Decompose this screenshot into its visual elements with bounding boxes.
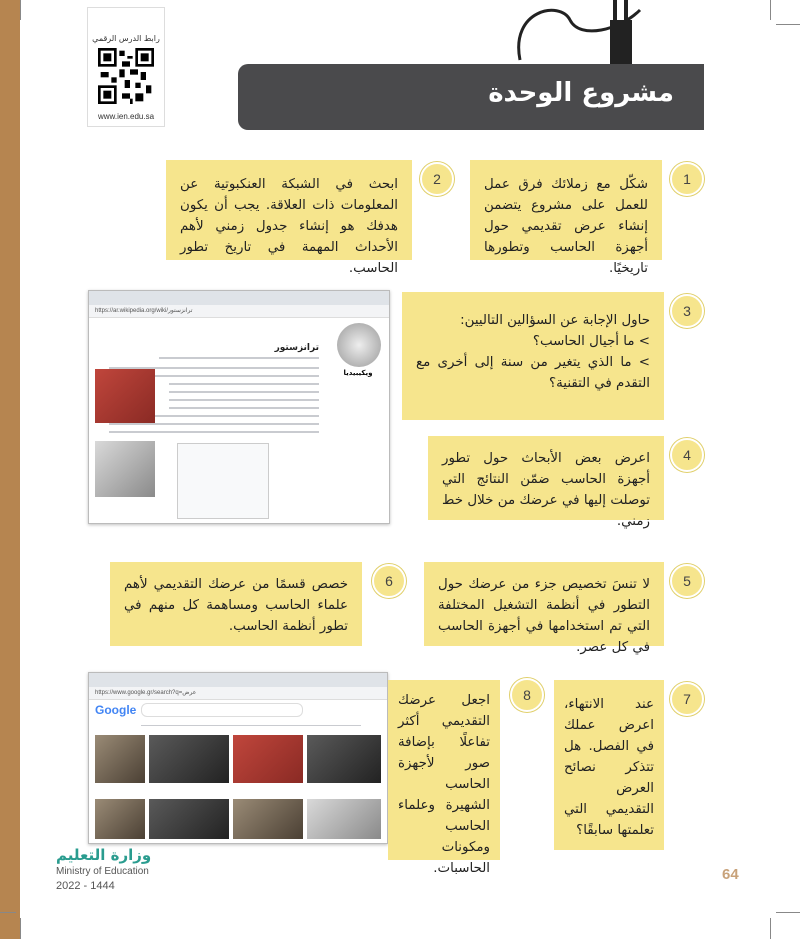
computer-photo — [95, 735, 145, 783]
task-text: اعرض بعض الأبحاث حول تطور أجهزة الحاسب ضمّن النتائج التي توصلت إليها في عرضك من خلال خط زمني. — [442, 451, 650, 529]
computer-photo — [307, 799, 381, 839]
task-text: شكّل مع زملائك فرق عمل للعمل على مشروع يتضمن إنشاء عرض تقديمي حول أجهزة الحاسب وتطورها تاريخيًا. — [484, 177, 648, 276]
task-number-badge: 4 — [670, 438, 704, 472]
wikipedia-logo-text: ويكيبيديا — [343, 369, 373, 377]
question-2: > ما الذي يتغير من سنة إلى أخرى مع التقدم في التقنية؟ — [416, 355, 650, 391]
task-card-5 — [424, 562, 664, 655]
task-number-badge: 3 — [670, 294, 704, 328]
task-card-7 — [554, 680, 664, 850]
task-text: ابحث في الشبكة العنكبوتية عن المعلومات ذات العلاقة. يجب أن يكون هدفك هو إنشاء جدول زمني لأهم الأحداث المهمة في تاريخ تطور الحاسب. — [180, 177, 398, 276]
task-card-2 — [166, 160, 412, 276]
computer-photo — [233, 799, 303, 839]
crop-mark — [776, 24, 800, 25]
question-1: > ما أجيال الحاسب؟ — [532, 334, 650, 349]
task-card-8 — [388, 680, 500, 876]
ministry-name-english: Ministry of Education — [56, 866, 149, 877]
task-card-4 — [428, 436, 664, 529]
crop-mark — [0, 912, 16, 913]
qr-card[interactable] — [88, 8, 164, 126]
crop-mark — [20, 918, 21, 939]
google-search-box — [141, 703, 303, 717]
task-card-1 — [470, 160, 662, 276]
crop-mark — [20, 0, 21, 20]
table-of-contents — [177, 443, 269, 519]
google-images-screenshot — [88, 672, 388, 844]
task-text: عند الانتهاء، اعرض عملك في الفصل. هل تتذكر نصائح العرض التقديمي التي تعلمتها سابقًا؟ — [564, 697, 654, 838]
text-line — [109, 431, 319, 433]
page-number: 64 — [722, 866, 739, 883]
browser-urlbar: https://ar.wikipedia.org/wiki/ترانزستور — [89, 305, 389, 318]
text-line — [159, 357, 319, 359]
task-text: اجعل عرضك التقديمي أكثر تفاعلًا بإضافة صور لأجهزة الحاسب الشهيرة وعلماء الحاسب ومكونات الحاسبات. — [398, 693, 490, 876]
transistor-photo — [95, 369, 155, 423]
wikipedia-globe-icon — [337, 323, 381, 367]
computer-photo — [149, 799, 229, 839]
task-number-badge: 8 — [510, 678, 544, 712]
academic-year: 2022 - 1444 — [56, 880, 115, 892]
qr-url[interactable]: www.ien.edu.sa — [97, 112, 155, 121]
text-line — [109, 423, 319, 425]
text-line — [169, 391, 319, 393]
task-card-6 — [110, 562, 362, 646]
computer-photo — [149, 735, 229, 783]
crop-mark — [770, 918, 771, 939]
task-card-3 — [402, 292, 664, 420]
transistor-photo — [95, 441, 155, 497]
task-number-badge: 1 — [670, 162, 704, 196]
qr-code-icon — [98, 48, 154, 104]
google-logo: Google — [95, 703, 137, 717]
computer-photo — [95, 799, 145, 839]
text-line — [169, 407, 319, 409]
text-line — [169, 383, 319, 385]
task-number-badge: 6 — [372, 564, 406, 598]
task-number-badge: 7 — [670, 682, 704, 716]
task-text: خصص قسمًا من عرضك التقديمي لأهم علماء الحاسب ومساهمة كل منهم في تطور أنظمة الحاسب. — [124, 577, 348, 634]
crop-mark — [770, 0, 771, 20]
browser-urlbar: https://www.google.gr/search?q=عرض — [89, 687, 387, 700]
article-title: ترانزستور — [274, 343, 319, 353]
text-line — [169, 399, 319, 401]
task-number-badge: 5 — [670, 564, 704, 598]
browser-tabbar — [89, 291, 389, 305]
qr-label: رابط الدرس الرقمي — [92, 34, 160, 43]
book-spine — [0, 0, 20, 939]
task-intro: حاول الإجابة عن السؤالين التاليين: — [460, 313, 650, 328]
task-number-badge: 2 — [420, 162, 454, 196]
computer-photo — [233, 735, 303, 783]
ministry-logo-arabic: وزارة التعليم — [56, 846, 152, 864]
browser-tabbar — [89, 673, 387, 687]
wikipedia-screenshot — [88, 290, 390, 524]
task-text: لا تنسَ تخصيص جزء من عرضك حول التطور في أنظمة التشغيل المختلفة التي تم استخدامها في أجهزة الحاسب في كل عصر. — [438, 577, 650, 655]
computer-photo — [307, 735, 381, 783]
page-title: مشروع الوحدة — [488, 78, 674, 108]
crop-mark — [776, 912, 800, 913]
unit-project-banner — [238, 64, 704, 130]
filter-row — [141, 725, 361, 726]
